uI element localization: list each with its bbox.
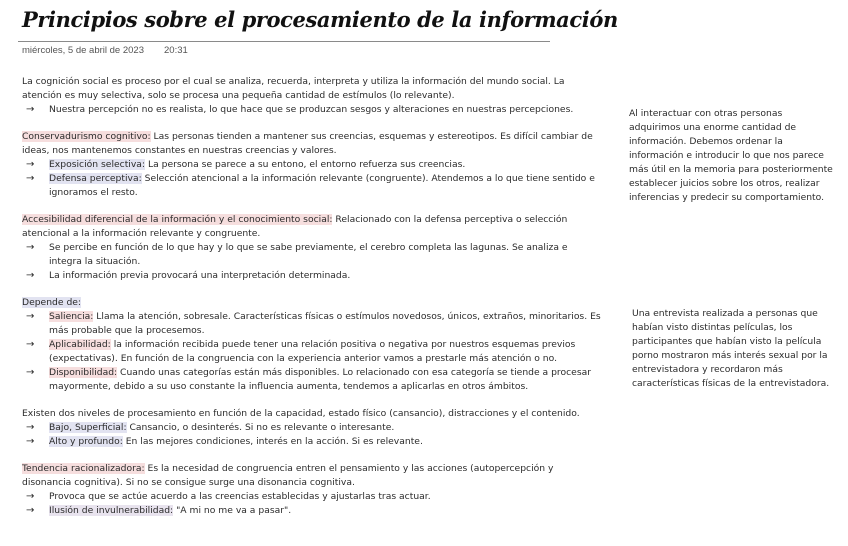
arrow-icon: → xyxy=(26,311,35,322)
highlight-term: Ilusión de invulnerabilidad: xyxy=(49,505,174,516)
note-body xyxy=(22,75,602,518)
highlight-term: Aplicabilidad: xyxy=(49,339,111,350)
highlight-term: Disponibilidad: xyxy=(49,367,118,378)
list-item: → Bajo, Superficial: Cansancio, o desinterés. Si no es relevante o interesante. xyxy=(26,422,395,433)
list-item: → Provoca que se actúe acuerdo a las creencias establecidas y ajustarlas tras actuar. xyxy=(26,491,431,502)
conservadurismo-paragraph: Conservadurismo cognitivo: Las personas tienden a mantener sus creencias, esquemas y estereotipos. Es difícil cambiar de ideas, nos mantenemos constantes en nuestras creencias y valores. xyxy=(22,131,593,156)
page-date: miércoles, 5 de abril de 2023 xyxy=(22,45,144,56)
highlight-term: Tendencia racionalizadora: xyxy=(22,463,145,474)
highlight-term: Alto y profundo: xyxy=(49,436,123,447)
highlight-term: Accesibilidad diferencial de la información y el conocimiento social: xyxy=(22,214,333,225)
arrow-icon: → xyxy=(26,339,35,350)
list-item: → Se percibe en función de lo que hay y lo que se sabe previamente, el cerebro completa las lagunas. Se analiza e integra la situación. xyxy=(26,242,568,267)
side-note: Una entrevista realizada a personas que habían visto distintas películas, los participantes que habían visto la película porno mostraron más interés sexual por la entrevistadora y recordaron más características físicas de la entrevistadora. xyxy=(632,308,830,389)
list-item: → Ilusión de invulnerabilidad: "A mi no me va a pasar". xyxy=(26,505,292,516)
list-item: → Aplicabilidad: la información recibida puede tener una relación positiva o negativa por nuestros esquemas previos (expectativas). En función de la congruencia con la experiencia anterior vamos a prestarle más atención o no. xyxy=(26,339,576,364)
list-item: → Nuestra percepción no es realista, lo que hace que se produzcan sesgos y alteraciones en nuestras percepciones. xyxy=(26,104,574,115)
tendencia-paragraph: Tendencia racionalizadora: Es la necesidad de congruencia entren el pensamiento y las acciones (autopercepción y disonancia cognitiva). Si no se consigue surge una disonancia cognitiva. xyxy=(22,463,554,488)
list-item: → Alto y profundo: En las mejores condiciones, interés en la acción. Si es relevante. xyxy=(26,436,423,447)
arrow-icon: → xyxy=(26,104,35,115)
list-item: → La información previa provocará una interpretación determinada. xyxy=(26,270,351,281)
title-divider xyxy=(18,41,550,42)
arrow-icon: → xyxy=(26,242,35,253)
highlight-term: Saliencia: xyxy=(49,311,94,322)
arrow-icon: → xyxy=(26,367,35,378)
arrow-icon: → xyxy=(26,491,35,502)
highlight-term: Exposición selectiva: xyxy=(49,159,146,170)
list-item: → Exposición selectiva: La persona se parece a su entono, el entorno refuerza sus creencias. xyxy=(26,159,466,170)
arrow-icon: → xyxy=(26,173,35,184)
highlight-term: Defensa perceptiva: xyxy=(49,173,142,184)
depende-heading: Depende de: xyxy=(22,297,82,308)
highlight-term: Bajo, Superficial: xyxy=(49,422,127,433)
page-title: Principios sobre el procesamiento de la información xyxy=(22,7,618,32)
arrow-icon: → xyxy=(26,436,35,447)
intro-paragraph: La cognición social es proceso por el cual se analiza, recuerda, interpreta y utiliza la información del mundo social. La atención es muy selectiva, solo se procesa una pequeña cantidad de estímulos (lo relevante). xyxy=(22,76,565,101)
highlight-term: Conservadurismo cognitivo: xyxy=(22,131,151,142)
niveles-paragraph: Existen dos niveles de procesamiento en función de la capacidad, estado físico (cansancio), distracciones y el contenido. xyxy=(22,408,580,419)
page-time: 20:31 xyxy=(164,45,188,56)
arrow-icon: → xyxy=(26,270,35,281)
list-item: → Defensa perceptiva: Selección atencional a la información relevante (congruente). Atendemos a lo que tiene sentido e ignoramos el resto. xyxy=(26,173,595,198)
accesibilidad-paragraph: Accesibilidad diferencial de la información y el conocimiento social: Relacionado con la defensa perceptiva o selección atencional a la información relevante y congruente. xyxy=(22,214,568,239)
list-item: → Disponibilidad: Cuando unas categorías están más disponibles. Lo relacionado con esa categoría se tiende a procesar mayormente, debido a su uso constante la influencia aumenta, tendemos a aplicarlas en otros ámbitos. xyxy=(26,367,592,392)
arrow-icon: → xyxy=(26,505,35,516)
side-note: Al interactuar con otras personas adquirimos una enorme cantidad de información. Debemos ordenar la información e introducir lo que nos parece más útil en la memoria para posteriormente establecer juicios sobre los otros, realizar inferencias y predecir su comportamiento. xyxy=(629,108,833,203)
arrow-icon: → xyxy=(26,159,35,170)
list-item: → Saliencia: Llama la atención, sobresale. Características físicas o estímulos novedosos, únicos, extraños, minoritarios. Es más probable que la procesemos. xyxy=(26,311,601,336)
arrow-icon: → xyxy=(26,422,35,433)
